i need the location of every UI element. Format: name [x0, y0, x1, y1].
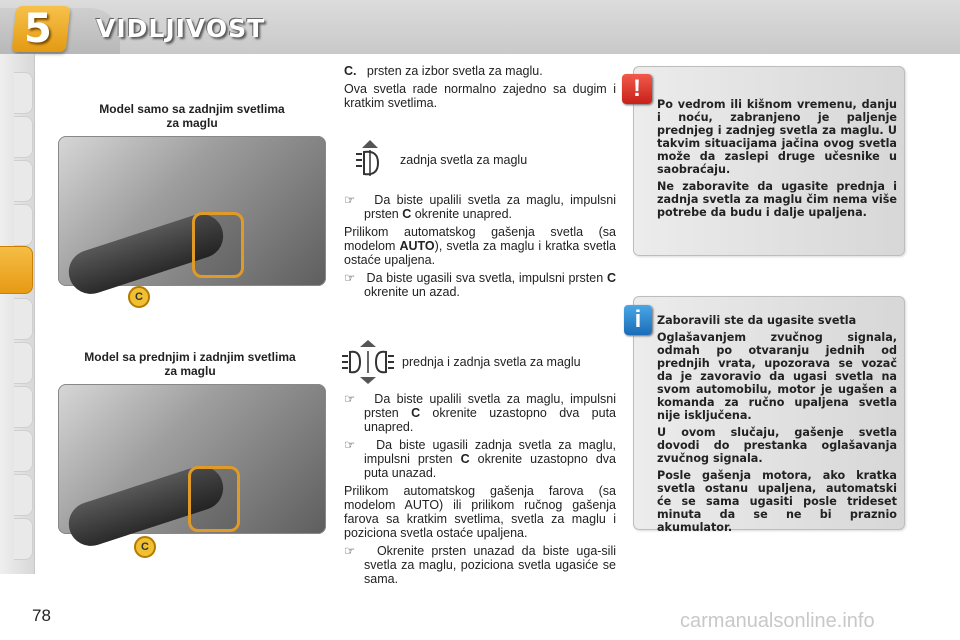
chapter-tab[interactable]: [14, 474, 33, 516]
bullet-icon: ☞: [344, 438, 356, 452]
bullet-icon: ☞: [344, 271, 356, 285]
chapter-tab[interactable]: [14, 116, 33, 158]
info-paragraph: Oglašavanjem zvučnog signala, odmah po otvaranju jednih od prednjih vrata, upozorava se vozač da je zavoravio da ugasi svetla na svom automobilu, motor je ugašen a komanda za ručno upaljena svetla nije isključena.: [657, 331, 897, 422]
chapter-tab[interactable]: [14, 160, 33, 202]
stalk-photo-rear-fog: [58, 136, 326, 303]
bullet-icon: ☞: [344, 392, 356, 406]
chapter-tab[interactable]: [14, 204, 33, 246]
warning-paragraph: Ne zaboravite da ugasite prednja i zadnja svetla za maglu čim nema više potrebe da budu i dalje upaljena.: [657, 180, 897, 219]
page-number: 78: [32, 606, 51, 625]
chapter-tab[interactable]: [14, 72, 33, 114]
info-paragraph: Posle gašenja motora, ako kratka svetla ostanu upaljena, automatski će se sama ugasiti posle trideset minuta da se ne bi praznio akumulator.: [657, 469, 897, 534]
info-icon: i: [624, 305, 652, 335]
fog-ring-highlight: [192, 212, 244, 278]
chapter-tab[interactable]: [14, 342, 33, 384]
chapter-tabs-rail: [0, 54, 35, 574]
stalk-photo-front-rear-fog: [58, 384, 326, 553]
model1-caption: Model samo sa zadnjim svetlima za maglu: [99, 102, 285, 130]
warning-paragraph: Po vedrom ili kišnom vremenu, danju i noću, zabranjeno je paljenje prednjeg i zadnjeg svetla za maglu. U takvim situacijama jačina ovog svetla može da zaslepi druge učesnike u saobraćaju.: [657, 98, 897, 176]
chapter-tab[interactable]: [14, 298, 33, 340]
bullet-icon: ☞: [344, 193, 356, 207]
chapter-number: 5: [24, 6, 52, 52]
ring-description: [344, 64, 616, 110]
rear-fog-label: zadnja svetla za maglu: [400, 153, 528, 167]
info-paragraph: U ovom slučaju, gašenje svetla dovodi do prestanka oglašavanja zvučnog signala.: [657, 426, 897, 465]
warning-text: [657, 98, 897, 223]
front-rear-fog-lamp-icon: [340, 338, 396, 386]
callout-c: C: [128, 286, 150, 308]
model2-caption: Model sa prednjim i zadnjim svetlima za maglu: [84, 350, 296, 378]
chapter-header: [0, 0, 960, 54]
ring-desc: prsten za izbor svetla za maglu.: [366, 64, 543, 78]
front-rear-fog-label: prednja i zadnja svetla za maglu: [402, 355, 581, 369]
chapter-tab-active[interactable]: [0, 246, 33, 294]
fog-ring-highlight: [188, 466, 240, 532]
intro-text: Ova svetla rade normalno zajedno sa dugim i kratkim svetlima.: [344, 82, 616, 110]
info-title: Zaboravili ste da ugasite svetla: [657, 314, 857, 327]
chapter-tab[interactable]: [14, 430, 33, 472]
auto-off-text: Prilikom automatskog gašenja farova (sa modelom AUTO) ili prilikom ručnog gašenja farova sa kratkim svetlima, svetla za maglu i poziciona svetla ostaće upaljena.: [344, 484, 616, 540]
rear-fog-instructions: ☞ Da biste upalili svetla za maglu, impulsni prsten C okrenite unapred. Prilikom automatskog gašenja svetla (sa modelom AUTO), svetla za maglu i kratka svetla ostaće upaljena. ☞ Da biste ugasili sva svetla, impulsni prsten C okrenite un azad.: [344, 193, 616, 299]
watermark: carmanualsonline.info: [680, 610, 875, 632]
warning-icon: !: [622, 74, 652, 104]
chapter-tab[interactable]: [14, 386, 33, 428]
front-rear-fog-instructions: ☞ Da biste upalili svetla za maglu, impulsni prsten C okrenite uzastopno dva puta unapred. ☞ Da biste ugasili zadnja svetla za maglu, impulsni prsten C okrenite uzastopno dva puta unazad. Prilikom automatskog gašenja farova (sa modelom AUTO) ili prilikom ručnog gašenja farova sa kratkim svetlima, svetla za maglu i poziciona svetla ostaće upaljena. ☞ Okrenite prsten unazad da biste uga-sili svetla za maglu, poziciona svetla ugasiće se sama.: [344, 392, 617, 586]
chapter-tab[interactable]: [14, 518, 33, 560]
callout-c: C: [134, 536, 156, 558]
rear-fog-lamp-icon: [352, 138, 388, 182]
info-text: [657, 314, 897, 538]
bullet-icon: ☞: [344, 544, 356, 558]
chapter-title: VIDLJIVOST: [96, 14, 266, 43]
ring-letter: C.: [344, 64, 357, 78]
